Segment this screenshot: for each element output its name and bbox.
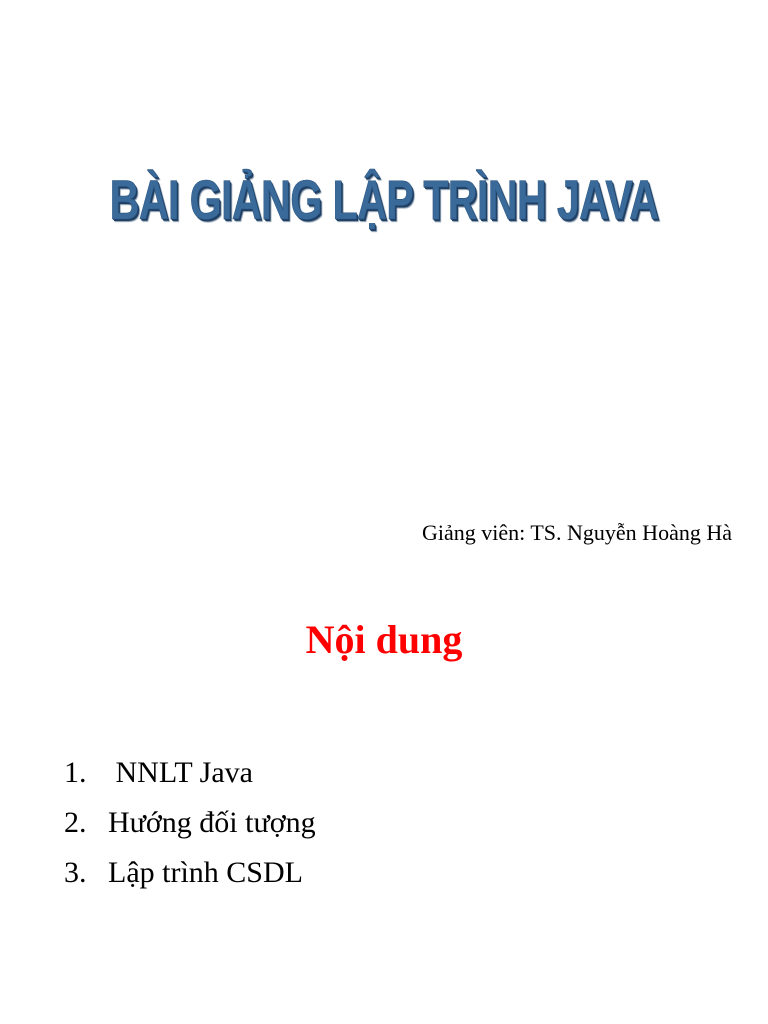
toc-item-1 bbox=[64, 748, 316, 798]
toc-item-3 bbox=[64, 848, 316, 898]
lecturer-line: Giảng viên: TS. Nguyễn Hoàng Hà bbox=[422, 520, 732, 545]
toc-item-number: 2. bbox=[64, 806, 87, 839]
document-title: BÀI GIẢNG LẬP TRÌNH JAVA bbox=[109, 168, 659, 231]
toc-item-text: Lập trình CSDL bbox=[108, 856, 303, 889]
toc-item-2 bbox=[64, 798, 316, 848]
toc-item-text: NNLT Java bbox=[108, 756, 253, 789]
toc-item-text: Hướng đối tượng bbox=[108, 806, 316, 839]
toc-item-number: 1. bbox=[64, 756, 87, 789]
toc-item-number: 3. bbox=[64, 856, 87, 889]
section-title: Nội dung bbox=[305, 617, 463, 662]
table-of-contents bbox=[64, 748, 316, 898]
